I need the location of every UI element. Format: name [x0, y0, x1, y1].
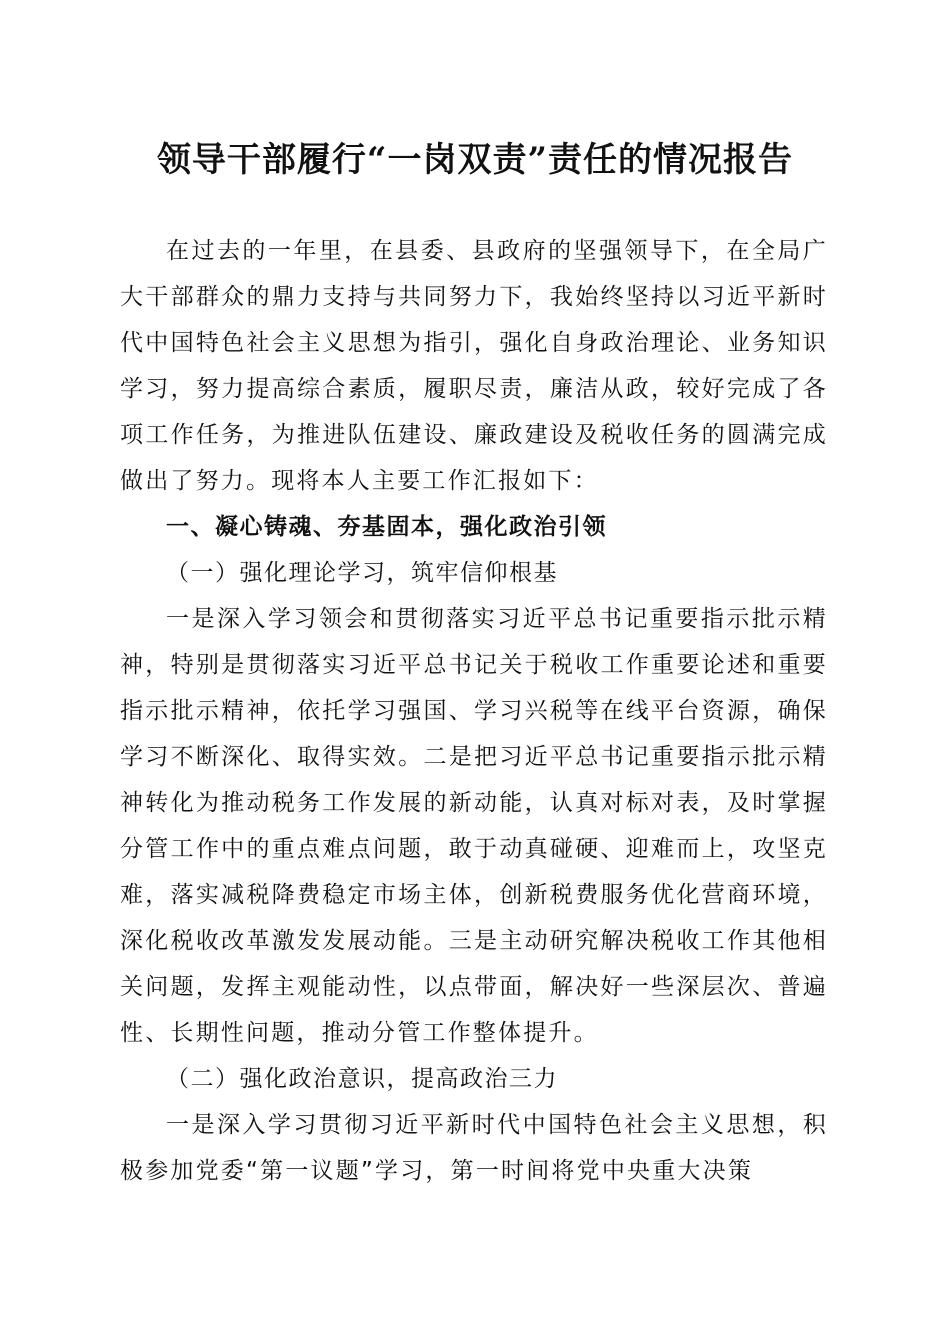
body-paragraph-1: 一是深入学习领会和贯彻落实习近平总书记重要指示批示精神，特别是贯彻落实习近平总书记关于税收工作重要论述和重要指示批示精神，依托学习强国、学习兴税等在线平台资源，确保学习不断深化、取得实效。二是把习近平总书记重要指示批示精神转化为推动税务工作发展的新动能，认真对标对表，及时掌握分管工作中的重点难点问题，敢于动真碰硬、迎难而上，攻坚克难，落实减税降费稳定市场主体，创新税费服务优化营商环境，深化税收改革激发发展动能。三是主动研究解决税收工作其他相关问题，发挥主观能动性，以点带面，解决好一些深层次、普遍性、长期性问题，推动分管工作整体提升。 — [120, 606, 828, 1046]
intro-paragraph: 在过去的一年里，在县委、县政府的坚强领导下，在全局广大干部群众的鼎力支持与共同努力下，我始终坚持以习近平新时代中国特色社会主义思想为指引，强化自身政治理论、业务知识学习，努力提高综合素质，履职尽责，廉洁从政，较好完成了各项工作任务，为推进队伍建设、廉政建设及税收任务的圆满完成做出了努力。现将本人主要工作汇报如下： — [120, 238, 828, 494]
section-heading-1: 一、凝心铸魂、夯基固本，强化政治引领 — [166, 514, 607, 540]
document-title: 领导干部履行“一岗双责”责任的情况报告 — [156, 140, 794, 180]
subsection-heading-2: （二）强化政治意识，提高政治三力 — [166, 1066, 558, 1092]
body-paragraph-2: 一是深入学习贯彻习近平新时代中国特色社会主义思想，积极参加党委“第一议题”学习，第一时间将党中央重大决策 — [120, 1112, 828, 1184]
subsection-heading-1: （一）强化理论学习，筑牢信仰根基 — [166, 560, 558, 586]
document-body — [120, 228, 828, 1194]
